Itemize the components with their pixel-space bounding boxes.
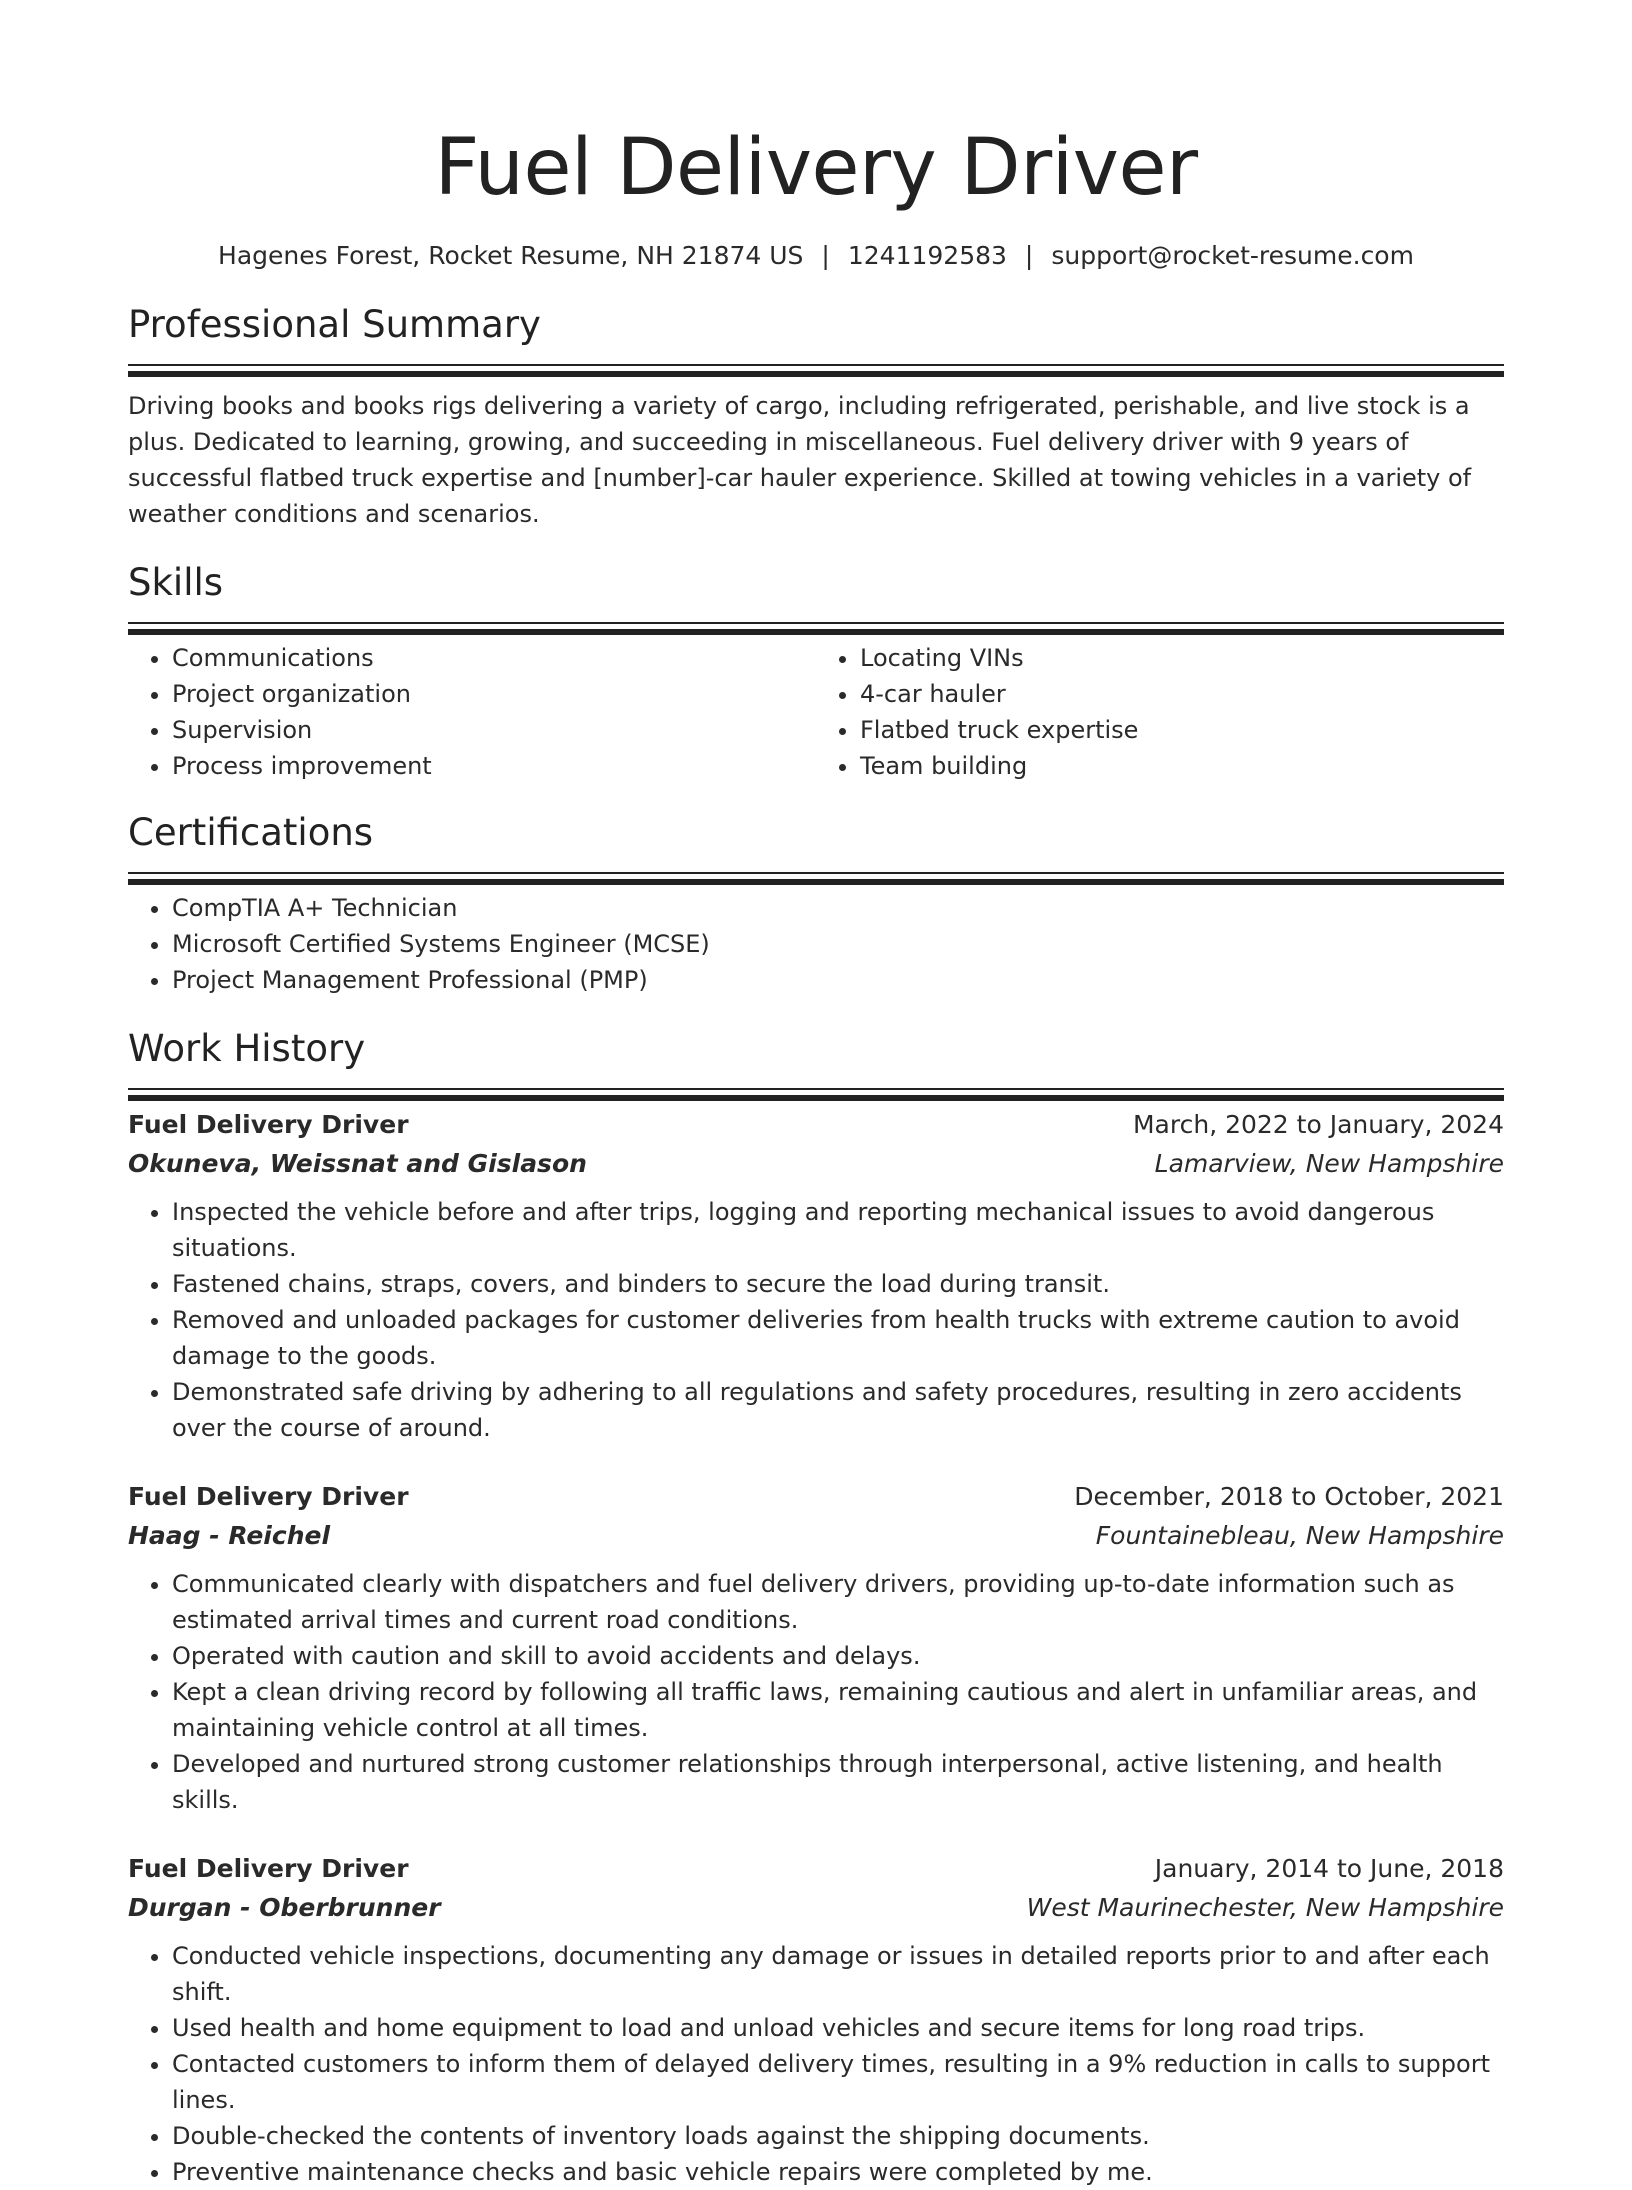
job-subheader (128, 1516, 1504, 1556)
job-bullet: • Inspected the vehicle before and after trips, logging and reporting mechanical issues to avoid dangerous situations. (172, 1194, 1504, 1266)
job-bullets (128, 1938, 1504, 2190)
section-divider (128, 622, 1504, 624)
section-title-summary: Professional Summary (128, 303, 541, 346)
skill-item: • Team building (860, 748, 1504, 784)
job-company: Durgan - Oberbrunner (128, 1893, 441, 1922)
certification-item: • Microsoft Certified Systems Engineer (MCSE) (172, 926, 1504, 962)
job-entry (128, 1850, 1504, 2190)
job-subheader (128, 1144, 1504, 1184)
job-bullet: • Double-checked the contents of inventory loads against the shipping documents. (172, 2118, 1504, 2154)
contact-separator: | (821, 241, 830, 270)
section-title-certifications: Certifications (128, 811, 374, 854)
contact-phone: 1241192583 (847, 241, 1007, 270)
job-bullet: • Used health and home equipment to load and unload vehicles and secure items for long road trips. (172, 2010, 1504, 2046)
job-bullets (128, 1194, 1504, 1446)
job-header (128, 1478, 1504, 1516)
section-divider (128, 872, 1504, 874)
summary-text: Driving books and books rigs delivering a variety of cargo, including refrigerated, perishable, and live stock is a plus. Dedicated to learning, growing, and succeeding in miscellaneous. Fuel delivery driver with 9 years of successful flatbed truck expertise and [number]-car hauler experience. Skilled at towing vehicles in a variety of weather conditions and scenarios. (128, 392, 1472, 528)
certification-item: • Project Management Professional (PMP) (172, 962, 1504, 998)
job-title: Fuel Delivery Driver (128, 1110, 409, 1139)
contact-address: Hagenes Forest, Rocket Resume, NH 21874 US (218, 241, 804, 270)
job-bullets (128, 1566, 1504, 1818)
skill-item: • Flatbed truck expertise (860, 712, 1504, 748)
skill-item: • Supervision (172, 712, 816, 748)
contact-email: support@rocket-resume.com (1051, 241, 1414, 270)
section-title-skills: Skills (128, 561, 224, 604)
resume-page (128, 0, 1504, 2190)
job-title: Fuel Delivery Driver (128, 1482, 409, 1511)
skill-item: • 4-car hauler (860, 676, 1504, 712)
work-history-section (128, 1024, 1504, 2190)
skill-item: • Project organization (172, 676, 816, 712)
job-location: Fountainebleau, New Hampshire (1095, 1521, 1504, 1550)
skill-item: • Locating VINs (860, 640, 1504, 676)
job-bullet: • Fastened chains, straps, covers, and binders to secure the load during transit. (172, 1266, 1504, 1302)
skill-item: • Process improvement (172, 748, 816, 784)
job-company: Okuneva, Weissnat and Gislason (128, 1149, 587, 1178)
candidate-name: Fuel Delivery Driver (434, 123, 1198, 213)
job-location: West Maurinechester, New Hampshire (1026, 1893, 1504, 1922)
job-bullet: • Preventive maintenance checks and basic vehicle repairs were completed by me. (172, 2154, 1504, 2190)
job-header (128, 1106, 1504, 1144)
skills-section (128, 558, 1504, 784)
job-subheader (128, 1888, 1504, 1928)
certification-item: • CompTIA A+ Technician (172, 890, 1504, 926)
job-bullet: • Removed and unloaded packages for customer deliveries from health trucks with extreme caution to avoid damage to the goods. (172, 1302, 1504, 1374)
job-bullet: • Contacted customers to inform them of delayed delivery times, resulting in a 9% reduction in calls to support lines. (172, 2046, 1504, 2118)
certifications-list (128, 890, 1504, 998)
job-bullet: • Operated with caution and skill to avoid accidents and delays. (172, 1638, 1504, 1674)
job-dates: January, 2014 to June, 2018 (1154, 1854, 1504, 1883)
job-entry (128, 1106, 1504, 1446)
job-dates: December, 2018 to October, 2021 (1074, 1482, 1504, 1511)
job-bullet: • Conducted vehicle inspections, documenting any damage or issues in detailed reports prior to and after each shift. (172, 1938, 1504, 2010)
skills-list-left (128, 640, 816, 784)
contact-line (128, 238, 1504, 274)
skill-item: • Communications (172, 640, 816, 676)
job-company: Haag - Reichel (128, 1521, 331, 1550)
job-bullet: • Demonstrated safe driving by adhering to all regulations and safety procedures, resulting in zero accidents over the course of around. (172, 1374, 1504, 1446)
job-header (128, 1850, 1504, 1888)
job-bullet: • Communicated clearly with dispatchers and fuel delivery drivers, providing up-to-date information such as estimated arrival times and current road conditions. (172, 1566, 1504, 1638)
summary-section (128, 300, 1504, 532)
skills-grid (128, 640, 1504, 784)
section-divider (128, 1088, 1504, 1090)
section-divider (128, 364, 1504, 366)
contact-separator: | (1024, 241, 1034, 270)
job-title: Fuel Delivery Driver (128, 1854, 409, 1883)
job-entry (128, 1478, 1504, 1818)
job-bullet: • Kept a clean driving record by following all traffic laws, remaining cautious and alert in unfamiliar areas, and maintaining vehicle control at all times. (172, 1674, 1504, 1746)
job-dates: March, 2022 to January, 2024 (1132, 1110, 1504, 1139)
section-title-work-history: Work History (128, 1027, 366, 1070)
certifications-section (128, 808, 1504, 998)
job-location: Lamarview, New Hampshire (1154, 1149, 1504, 1178)
skills-list-right (816, 640, 1504, 784)
job-bullet: • Developed and nurtured strong customer relationships through interpersonal, active listening, and health skills. (172, 1746, 1504, 1818)
